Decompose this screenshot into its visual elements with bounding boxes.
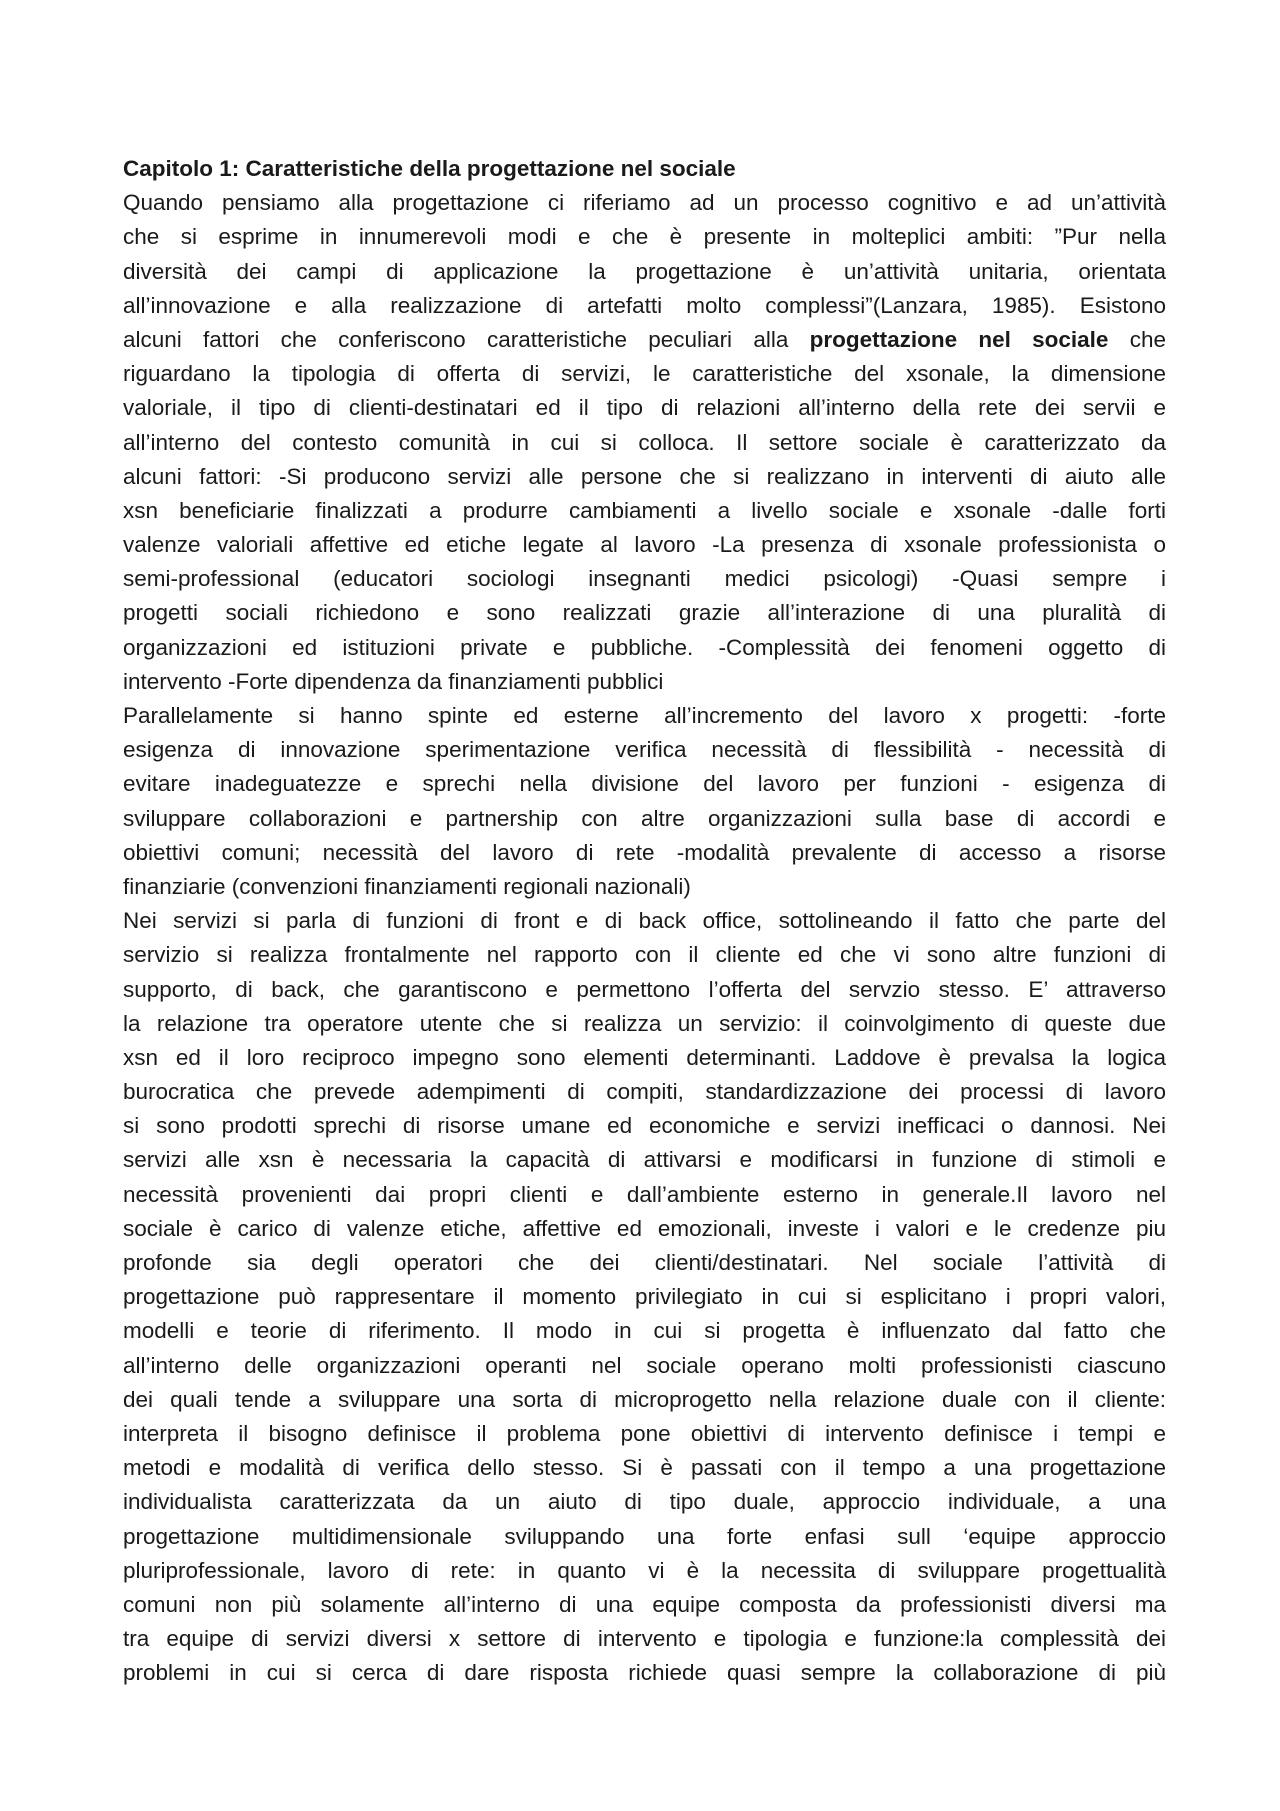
text-line: evitare inadeguatezze e sprechi nella divisione del lavoro per funzioni - esigenza di	[123, 771, 1166, 797]
text-line: valoriale, il tipo di clienti-destinatari ed il tipo di relazioni all’interno della rete dei servii e	[123, 395, 1166, 421]
text-line-with-bold	[123, 323, 1166, 357]
text-line: riguardano la tipologia di offerta di servizi, le caratteristiche del xsonale, la dimensione	[123, 361, 1166, 387]
text-line: sociale è carico di valenze etiche, affettive ed emozionali, investe i valori e le credenze piu	[123, 1215, 1166, 1241]
text-line: tra equipe di servizi diversi x settore di intervento e tipologia e funzione:la complessità dei	[123, 1626, 1166, 1652]
text-line: servizio si realizza frontalmente nel rapporto con il cliente ed che vi sono altre funzioni di	[123, 942, 1166, 968]
text-line: progettazione multidimensionale sviluppando una forte enfasi sull ‘equipe approccio	[123, 1523, 1166, 1549]
document-body	[123, 152, 1166, 1690]
text-line: esigenza di innovazione sperimentazione verifica necessità di flessibilità - necessità di	[123, 737, 1166, 763]
paragraph-parallel	[123, 699, 1166, 904]
text-line: xsn beneficiarie finalizzati a produrre cambiamenti a livello sociale e xsonale -dalle forti	[123, 497, 1166, 523]
text-line: burocratica che prevede adempimenti di compiti, standardizzazione dei processi di lavoro	[123, 1079, 1166, 1105]
text-line: si sono prodotti sprechi di risorse umane ed economiche e servizi inefficaci o dannosi. Nei	[123, 1113, 1166, 1139]
text-line: Parallelamente si hanno spinte ed esterne all’incremento del lavoro x progetti: -forte	[123, 703, 1166, 729]
text-line: intervento -Forte dipendenza da finanziamenti pubblici	[123, 668, 664, 694]
text-line: dei quali tende a sviluppare una sorta di microprogetto nella relazione duale con il cliente:	[123, 1386, 1166, 1412]
text-line: organizzazioni ed istituzioni private e pubbliche. -Complessità dei fenomeni oggetto di	[123, 634, 1166, 660]
chapter-heading: Capitolo 1: Caratteristiche della progettazione nel sociale	[123, 156, 736, 181]
text-line: modelli e teorie di riferimento. Il modo in cui si progetta è influenzato dal fatto che	[123, 1318, 1166, 1344]
text-line: interpreta il bisogno definisce il problema pone obiettivi di intervento definisce i tempi e	[123, 1420, 1166, 1446]
text-line: necessità provenienti dai propri clienti e dall’ambiente esterno in generale.Il lavoro nel	[123, 1181, 1166, 1207]
text-line: diversità dei campi di applicazione la progettazione è un’attività unitaria, orientata	[123, 258, 1166, 284]
text-line: progettazione può rappresentare il momento privilegiato in cui si esplicitano i propri valori,	[123, 1284, 1166, 1310]
text-line: obiettivi comuni; necessità del lavoro di rete -modalità prevalente di accesso a risorse	[123, 839, 1166, 865]
text-line: supporto, di back, che garantiscono e permettono l’offerta del servzio stesso. E’ attraverso	[123, 976, 1166, 1002]
text-line: individualista caratterizzata da un aiuto di tipo duale, approccio individuale, a una	[123, 1489, 1166, 1515]
text-line: all’innovazione e alla realizzazione di artefatti molto complessi”(Lanzara, 1985). Esistono	[123, 292, 1166, 318]
paragraph-intro	[123, 186, 1166, 699]
text-line: Quando pensiamo alla progettazione ci riferiamo ad un processo cognitivo e ad un’attività	[123, 190, 1166, 216]
text-line: che si esprime in innumerevoli modi e che è presente in molteplici ambiti: ”Pur nella	[123, 224, 1166, 250]
text-segment: che	[1108, 326, 1166, 352]
text-line: alcuni fattori: -Si producono servizi alle persone che si realizzano in interventi di aiuto alle	[123, 463, 1166, 489]
text-line: all’interno del contesto comunità in cui si colloca. Il settore sociale è caratterizzato da	[123, 429, 1166, 455]
text-line: finanziarie (convenzioni finanziamenti regionali nazionali)	[123, 873, 691, 899]
text-line: Nei servizi si parla di funzioni di front e di back office, sottolineando il fatto che parte del	[123, 908, 1166, 934]
text-line: sviluppare collaborazioni e partnership con altre organizzazioni sulla base di accordi e	[123, 805, 1166, 831]
text-segment: alcuni fattori che conferiscono caratteristiche peculiari alla	[123, 326, 810, 352]
text-line: pluriprofessionale, lavoro di rete: in quanto vi è la necessita di sviluppare progettualità	[123, 1557, 1166, 1583]
text-line: la relazione tra operatore utente che si realizza un servizio: il coinvolgimento di queste due	[123, 1010, 1166, 1036]
text-line: problemi in cui si cerca di dare risposta richiede quasi sempre la collaborazione di più	[123, 1660, 1166, 1686]
text-line: semi-professional (educatori sociologi insegnanti medici psicologi) -Quasi sempre i	[123, 566, 1166, 592]
bold-term: progettazione nel sociale	[809, 326, 1109, 352]
paragraph-services	[123, 904, 1166, 1690]
text-line: profonde sia degli operatori che dei clienti/destinatari. Nel sociale l’attività di	[123, 1250, 1166, 1276]
text-line: progetti sociali richiedono e sono realizzati grazie all’interazione di una pluralità di	[123, 600, 1166, 626]
text-line: xsn ed il loro reciproco impegno sono elementi determinanti. Laddove è prevalsa la logica	[123, 1044, 1166, 1070]
text-line: all’interno delle organizzazioni operanti nel sociale operano molti professionisti ciascuno	[123, 1352, 1166, 1378]
text-line: comuni non più solamente all’interno di una equipe composta da professionisti diversi ma	[123, 1591, 1166, 1617]
text-line: metodi e modalità di verifica dello stesso. Si è passati con il tempo a una progettazione	[123, 1455, 1166, 1481]
text-line: valenze valoriali affettive ed etiche legate al lavoro -La presenza di xsonale professionista o	[123, 532, 1166, 558]
text-line: servizi alle xsn è necessaria la capacità di attivarsi e modificarsi in funzione di stimoli e	[123, 1147, 1166, 1173]
